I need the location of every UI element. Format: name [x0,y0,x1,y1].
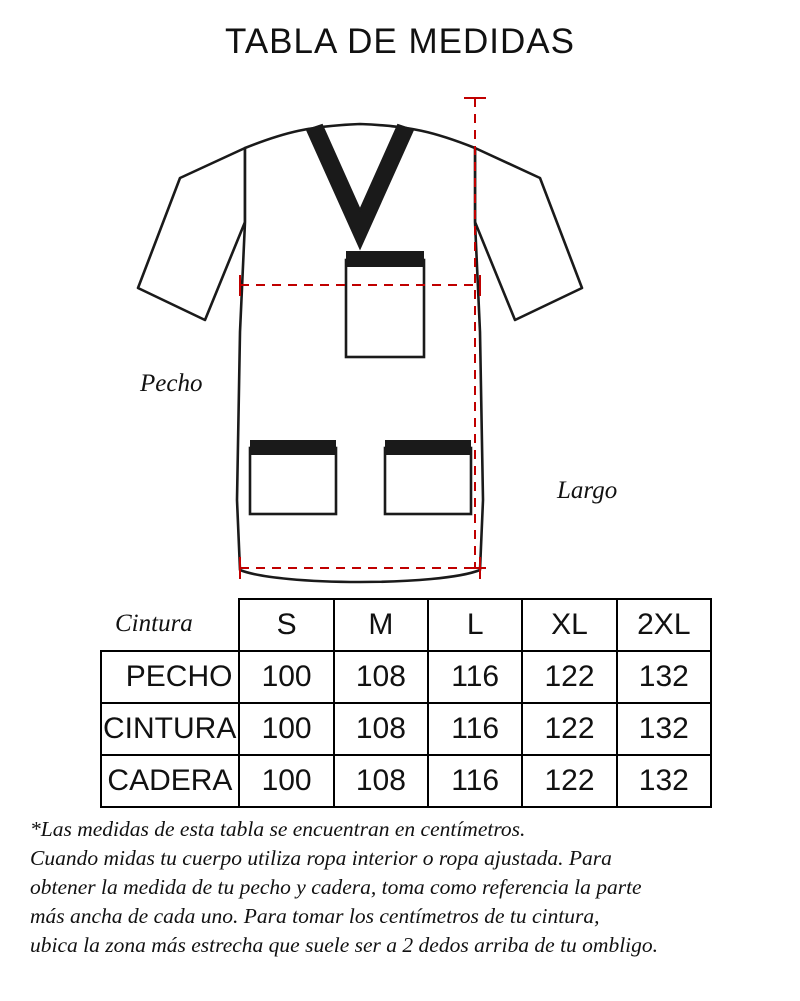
cell-pecho-2xl: 132 [617,651,711,703]
cell-cintura-l: 116 [428,703,522,755]
column-header-s: S [239,599,333,651]
table-row [101,755,711,807]
column-header-2xl: 2XL [617,599,711,651]
chest-pocket-trim [346,251,424,267]
column-header-m: M [334,599,428,651]
left-sleeve [138,148,245,320]
table-row [101,651,711,703]
note-line-2: Cuando midas tu cuerpo utiliza ropa interior o ropa ajustada. Para [30,846,612,870]
note-line-1: *Las medidas de esta tabla se encuentran en centímetros. [30,817,526,841]
column-header-l: L [428,599,522,651]
cell-cintura-s: 100 [239,703,333,755]
label-largo: Largo [557,477,618,504]
cell-cadera-m: 108 [334,755,428,807]
cell-cintura-2xl: 132 [617,703,711,755]
column-header-xl: XL [522,599,616,651]
right-lower-pocket [385,448,471,514]
note-line-3: obtener la medida de tu pecho y cadera, toma como referencia la parte [30,875,642,899]
scrub-top-illustration [60,70,760,600]
size-table [100,598,712,808]
cell-cadera-l: 116 [428,755,522,807]
cell-pecho-s: 100 [239,651,333,703]
cell-pecho-xl: 122 [522,651,616,703]
note-line-4: más ancha de cada uno. Para tomar los centímetros de tu cintura, [30,904,600,928]
table-header-row [101,599,711,651]
size-table-container [100,598,712,808]
cell-cintura-xl: 122 [522,703,616,755]
row-header-pecho: PECHO [101,651,239,703]
cell-pecho-l: 116 [428,651,522,703]
cell-cadera-xl: 122 [522,755,616,807]
cell-cadera-2xl: 132 [617,755,711,807]
row-header-cintura: CINTURA [101,703,239,755]
chest-pocket [346,260,424,357]
cell-cadera-s: 100 [239,755,333,807]
label-cintura: Cintura [115,610,193,637]
cell-pecho-m: 108 [334,651,428,703]
page-title: TABLA DE MEDIDAS [225,22,575,61]
row-header-cadera: CADERA [101,755,239,807]
table-corner-cell [101,599,239,651]
left-lower-pocket [250,448,336,514]
right-lower-pocket-trim [385,440,471,455]
cell-cintura-m: 108 [334,703,428,755]
right-sleeve [475,148,582,320]
measurement-notes [30,815,778,960]
left-lower-pocket-trim [250,440,336,455]
label-pecho: Pecho [140,370,203,397]
note-line-5: ubica la zona más estrecha que suele ser a 2 dedos arriba de tu ombligo. [30,933,659,957]
table-row [101,703,711,755]
